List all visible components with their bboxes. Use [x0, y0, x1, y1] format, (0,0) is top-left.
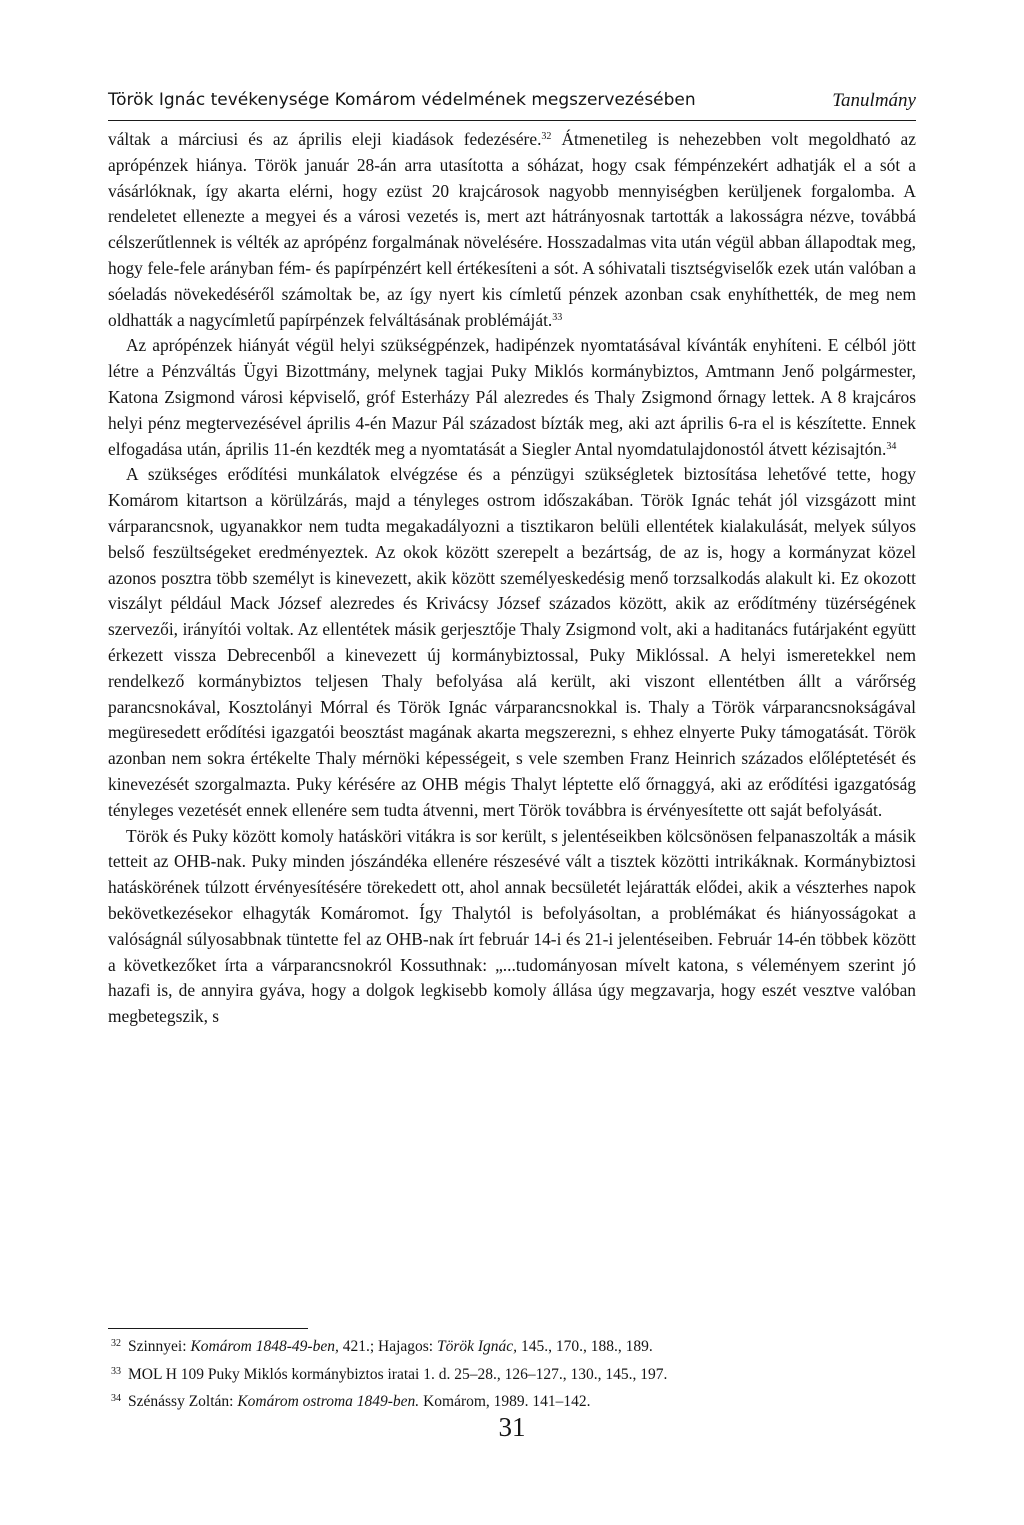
- footnote-ref: 32: [541, 131, 552, 142]
- italic-text: Török Ignác,: [436, 1338, 518, 1355]
- text-run: váltak a márciusi és az április eleji kiadások fedezésére.: [108, 129, 542, 149]
- text-run: 145., 170., 188., 189.: [517, 1338, 653, 1355]
- running-head-section: Tanulmány: [832, 90, 916, 111]
- footnote-ref: 33: [552, 311, 563, 323]
- running-head-title: Török Ignác tevékenysége Komárom védelmének megszervezésében: [108, 90, 696, 110]
- body-text: [108, 127, 916, 1030]
- paragraph: [108, 462, 916, 823]
- text-run: 421.; Hajagos:: [338, 1338, 437, 1355]
- paragraph: [108, 127, 916, 333]
- text-run: Átmenetileg is nehezebben volt megoldható az aprópénzek hiánya. Török január 28-án arra utasította a sóházat, hogy csak fémpénzekért adhatják el a sót a vásárlóknak, így akarta elérni, hogy ezüst 20 krajcárosok nagyobb mennyiségben kerüljenek forgalomba. A rendeletet ellenezte a megyei és a városi vezetés is, mert azt hátrányosnak tartották a lakosságra nézve, továbbá célszerűtlennek is vélték az aprópénz forgalmának növelésére. Hosszadalmas vita után végül abban állapodtak meg, hogy fele-fele arányban fém- és papírpénzért kell értékesíteni a sót. A sóhivatali tisztségviselők ezek után valóban a sóeladás növekedéséről számoltak be, az így nyert kis címletű pénzek azonban csak enyhíthették, de meg nem oldhatták a nagycímletű papírpénzek felváltásának problémáját.: [108, 129, 916, 330]
- footnote-number: 33: [111, 1365, 121, 1377]
- footnote: [108, 1360, 916, 1388]
- footnote: [108, 1387, 916, 1415]
- text-run: A szükséges erődítési munkálatok elvégzése és a pénzügyi szükségletek biztosítása lehetővé tette, hogy Komárom kitartson a körülzárás, majd a tényleges ostrom időszakában. Török Ignác tehát jól vizsgázott mint várparancsnok, ugyanakkor nem tudta megakadályozni a tisztikaron belüli ellentétek kialakulását, melyek súlyos belső feszültségeket eredményeztek. Az okok között szerepelt a bezártság, de az is, hogy a kormányzat közel azonos posztra több személyt is kinevezett, akik között személyeskedésig menő torzsalkodás alakult ki. Ez okozott viszályt például Mack József alezredes és Krivácsy József százados között, akik az erődítmény tüzérségének szervezői, irányítói voltak. Az ellentétek másik gerjesztője Thaly Zsigmond volt, aki a haditanács futárjaként együtt érkezett vissza Debrecenből a kinevezett új kormánybiztossal, Puky Miklóssal. A helyi ismeretekkel nem rendelkező kormánybiztos teljesen Thaly befolyása alá került, aki viszont ellentétben állt a várőrség parancsnokával, Kosztolányi Mórral és Török Ignác várparancsnokkal is. Thaly a Török várparancsnokságával megüresedett erődítési igazgatói beosztást magának akarta megszerezni, s ehhez elnyerte Puky támogatását. Török azonban nem sokra értékelte Thaly mérnöki képességeit, s vele szemben Franz Heinrich százados előléptetését és kinevezését szorgalmazta. Puky kérésére az OHB mégis Thalyt léptette elő őrnaggyá, aki az erődítési igazgatóság tényleges vezetését ennek ellenére sem tudta átvenni, mert Török továbbra is érvényesítette ott saját befolyását.: [108, 464, 916, 820]
- text-run: MOL H 109 Puky Miklós kormánybiztos iratai 1. d. 25–28., 126–127., 130., 145., 197.: [128, 1365, 668, 1383]
- footnote-number: 34: [111, 1393, 121, 1404]
- italic-text: Komárom 1848-49-ben,: [190, 1338, 339, 1355]
- text-run: Az aprópénzek hiányát végül helyi szükségpénzek, hadipénzek nyomtatásával kívánták enyhíteni. E célból jött létre a Pénzváltás Ügyi Bizottmány, melynek tagjai Puky Miklós kormánybiztos, Amtmann Jenő polgármester, Katona Zsigmond városi képviselő, gróf Esterházy Pál alezredes és Thaly Zsigmond őrnagy lettek. A 8 krajcáros helyi pénz megtervezésével április 4-én Mazur Pál századost bízták meg, aki azt április 6-ra el is készítette. Ennek elfogadása után, április 11-én kezdték meg a nyomtatását a Siegler Antal nyomdatulajdonostól átvett kézisajtón.: [108, 335, 916, 459]
- footnote-ref: 34: [886, 440, 897, 452]
- text-run: Szinnyei:: [128, 1338, 191, 1355]
- footnote-divider: [108, 1328, 308, 1329]
- text-run: Komárom, 1989. 141–142.: [419, 1393, 591, 1410]
- footnotes: [108, 1332, 916, 1415]
- paragraph: [108, 333, 916, 462]
- text-run: Török és Puky között komoly hatásköri vitákra is sor került, s jelentéseikben kölcsönösen felpanaszolták a másik tetteit az OHB-nak. Puky minden jószándéka ellenére részesévé vált a tisztek közötti intrikáknak. Kormánybiztosi hatáskörének túlzott érvényesítésére törekedett ott, ahol annak becsületét lejáratták elődei, akik a vészterhes napok bekövetkezésekor elhagyták Komáromot. Így Thalytól is befolyásoltan, a problémákat és hiányosságokat a valóságnál súlyosabbnak tüntette fel az OHB-nak írt február 14-i és 21-i jelentéseiben. Február 14-én többek között a következőket írta a várparancsnokról Kossuthnak: „...tudományosan mívelt katona, s véleményem szerint jó hazafi is, de annyira gyáva, hogy a dolgok legkisebb komoly állása úgy megzavarja, hogy eszét vesztve valóban megbetegszik, s: [108, 825, 916, 1027]
- running-head: [108, 88, 916, 121]
- page-number: 31: [498, 1412, 526, 1442]
- footnote-number: 32: [111, 1338, 121, 1349]
- footnote: [108, 1332, 916, 1360]
- text-run: Szénássy Zoltán:: [128, 1393, 238, 1410]
- paragraph: [108, 824, 916, 1030]
- italic-text: Komárom ostroma 1849-ben.: [237, 1393, 420, 1410]
